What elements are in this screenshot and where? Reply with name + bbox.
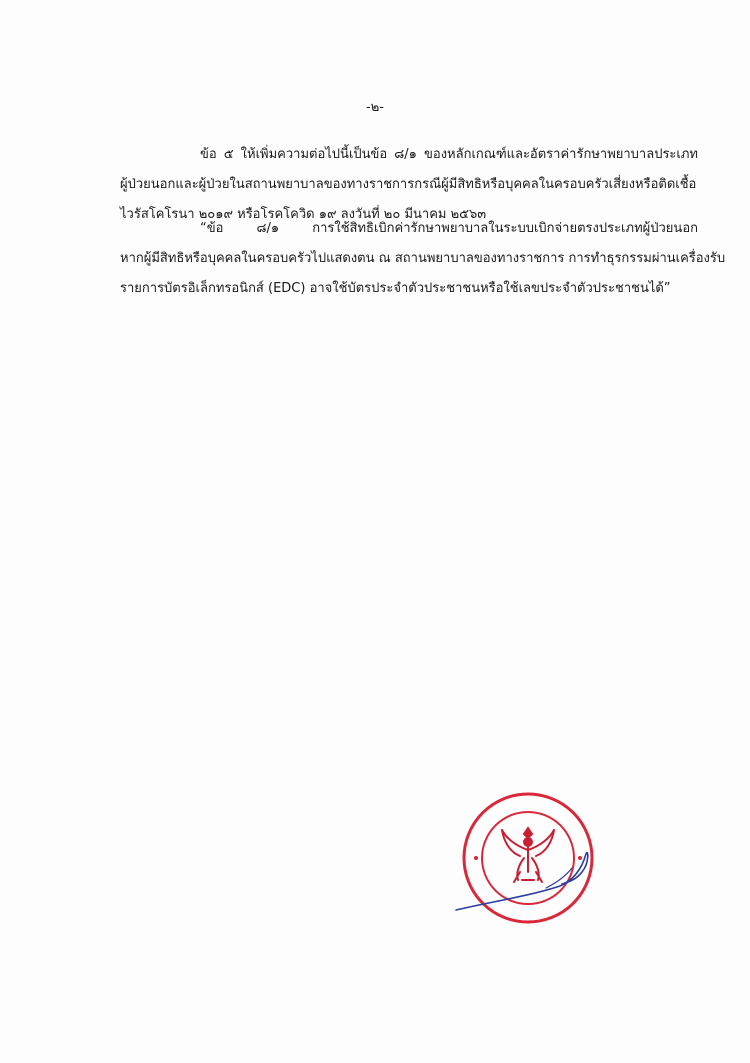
paragraph-line: หากผู้มีสิทธิหรือบุคคลในครอบครัวไปแสดงตน ณ สถานพยาบาลของทางราชการ การทำธุรกรรมผ่านเครื่องรับ [120,251,726,266]
handwritten-signature [450,838,600,918]
paragraph-line: ไวรัสโคโรนา ๒๐๑๙ หรือโรคโควิด ๑๙ ลงวันที่ ๒๐ มีนาคม ๒๕๖๓ [120,207,487,222]
paragraph-line: ข้อ ๕ ให้เพิ่มความต่อไปนี้เป็นข้อ ๘/๑ ของหลักเกณฑ์และอัตราค่ารักษาพยาบาลประเภท [200,147,698,162]
paragraph-clause-8-1 [120,214,726,304]
paragraph-line: ผู้ป่วยนอกและผู้ป่วยในสถานพยาบาลของทางราชการกรณีผู้มีสิทธิหรือบุคคลในครอบครัวเสี่ยงหรือติดเชื้อ [120,177,697,192]
page-number: -๒- [366,100,384,115]
paragraph-line: รายการบัตรอิเล็กทรอนิกส์ (EDC) อาจใช้บัตรประจำตัวประชาชนหรือใช้เลขประจำตัวประชาชนได้” [120,281,671,296]
paragraph-line: “ข้อ ๘/๑ การใช้สิทธิเบิกค่ารักษาพยาบาลในระบบเบิกจ่ายตรงประเภทผู้ป่วยนอก [200,221,698,236]
